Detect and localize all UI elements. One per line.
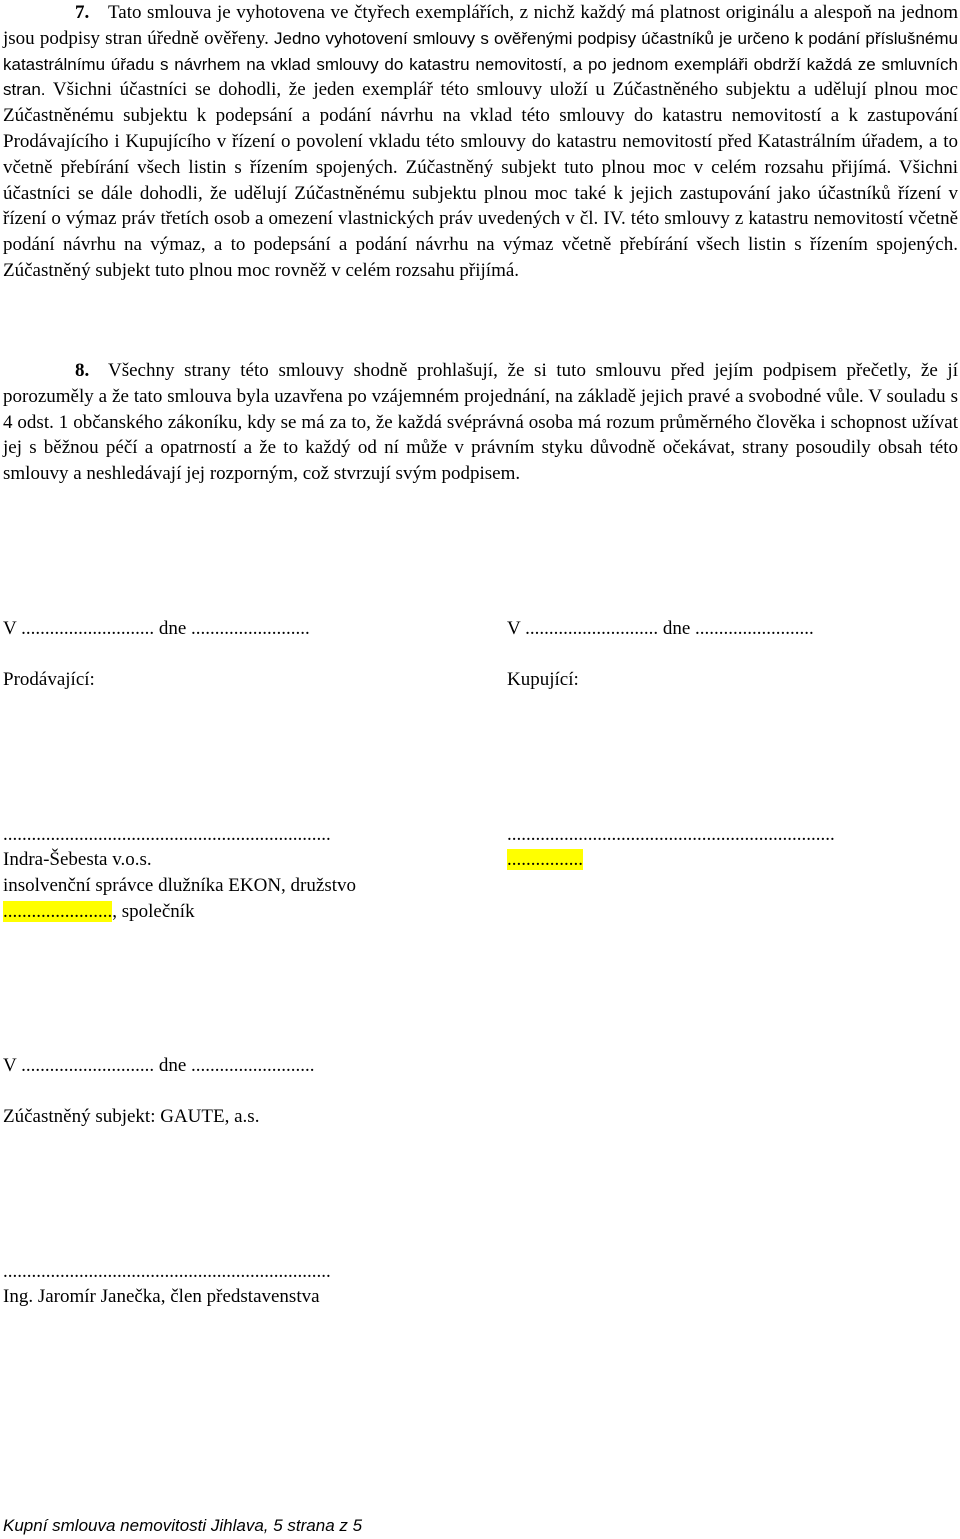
buyer-name-blank-highlight: ................ — [507, 849, 583, 870]
section-8-number: 8. — [75, 360, 90, 381]
section-8 — [3, 358, 958, 487]
section-7-text-c: Všichni účastníci se dohodli, že jeden exemplář této smlouvy uloží u Zúčastněného subjektu a udělují plnou moc Zúčastněnému subjektu k podepsání a podání návrhu na vklad této smlouvy do katastru nemovitostí a k zastupování Prodávajícího i Kupujícího v řízení o povolení vkladu této smlouvy do katastru nemovitostí před Katastrálním úřadem, a to včetně přebírání všech listin s řízením spojených. Zúčastněný subjekt tuto plnou moc v celém rozsahu přijímá. Všichni účastníci se dále dohodli, že udělují Zúčastněnému subjektu plnou moc také k jejich zastupování jako účastníků řízení v řízení o výmaz práv třetích osob a omezení vlastnických práv uvedených v čl. IV. této smlouvy z katastru nemovitostí včetně podání návrhu na výmaz, a to podepsání a podání návrhu na výmaz včetně přebírání všech listin s řízením spojených. Zúčastněný subjekt tuto plnou moc rovněž v celém rozsahu přijímá. — [3, 79, 958, 281]
buyer-signature-line: ..................................................................... — [507, 824, 835, 845]
seller-partner-blank: ....................... — [3, 901, 113, 922]
section-7 — [3, 0, 958, 284]
third-party-place-date: V ............................ dne .......................... — [3, 1055, 315, 1076]
third-party-name: Ing. Jaromír Janečka, člen představenstva — [3, 1286, 320, 1307]
seller-partner-suffix: , společník — [112, 901, 195, 922]
buyer-name-blank — [507, 847, 583, 873]
section-7-text-b: Jedno vyhotovení smlouvy s ověřenými podpisy účastníků je určeno k podání příslušnému katastrálnímu úřadu s návrhem na vklad smlouvy do katastru nemovitostí, a po jednom exempláři obdrží každá ze smluvních stran. — [3, 28, 958, 100]
seller-name: Indra-Šebesta v.o.s. — [3, 849, 152, 870]
third-party-role-label: Zúčastněný subjekt: GAUTE, a.s. — [3, 1106, 260, 1127]
buyer-role-label: Kupující: — [507, 669, 579, 690]
section-8-text: Všechny strany této smlouvy shodně prohlašují, že si tuto smlouvu před jejím podpisem přečetly, že jí porozuměly a že tato smlouva byla uzavřena po vzájemném projednání, na základě jejich pravé a svobodné vůle. V souladu s 4 odst. 1 občanského zákoníku, kdy se má za to, že každá svéprávná osoba má rozum průměrného člověka i schopnost užívat jej s běžnou péčí a opatrností a že to každý od ní může v právním styku důvodně očekávat, strany posoudily obsah této smlouvy a neshledávají jej rozporným, což stvrzují svým podpisem. — [3, 360, 958, 485]
seller-title: insolvenční správce dlužníka EKON, družstvo — [3, 875, 356, 896]
seller-place-date: V ............................ dne ......................... — [3, 618, 310, 639]
buyer-place-date: V ............................ dne ......................... — [507, 618, 814, 639]
seller-partner — [3, 899, 195, 925]
seller-signature-line: ..................................................................... — [3, 824, 331, 845]
third-party-signature-line: ..................................................................... — [3, 1261, 331, 1282]
seller-role-label: Prodávající: — [3, 669, 95, 690]
section-7-text-a: Tato smlouva je vyhotovena ve čtyřech exemplářích, z nichž každý má platnost originálu a alespoň na jednom jsou podpisy stran úředně ověřeny. — [3, 2, 958, 49]
page-footer: Kupní smlouva nemovitosti Jihlava, 5 strana z 5 — [3, 1516, 363, 1535]
section-7-number: 7. — [75, 2, 90, 23]
